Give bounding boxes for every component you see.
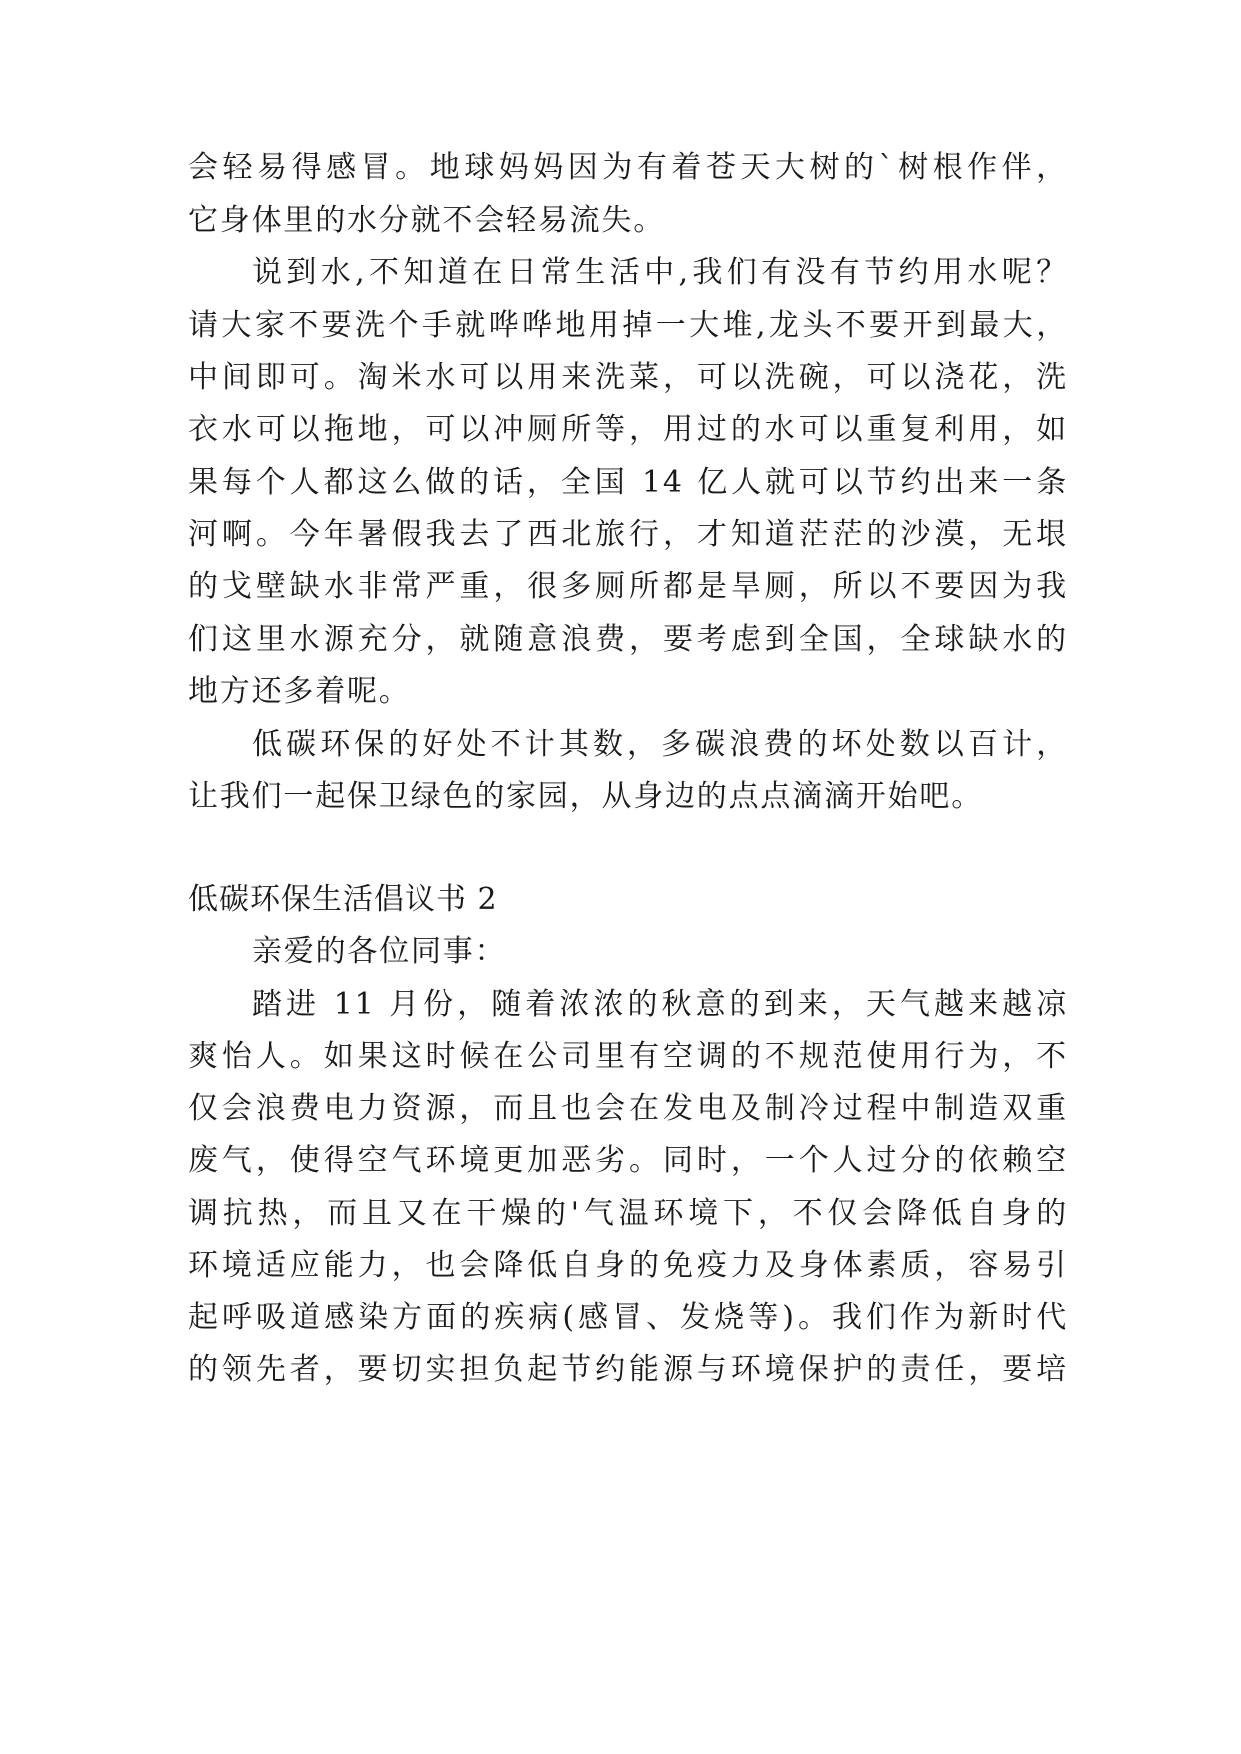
text-line: 中间即可。淘米水可以用来洗菜，可以洗碗，可以浇花，洗 [188,360,1068,395]
text-line: 会轻易得感冒。地球妈妈因为有着苍天大树的`树根作伴， [188,150,1068,185]
text-line: 踏进 11 月份，随着浓浓的秋意的到来，天气越来越凉 [252,987,1068,1022]
text-line: 起呼吸道感染方面的疾病(感冒、发烧等)。我们作为新时代 [188,1300,1068,1335]
text-line: 让我们一起保卫绿色的家园，从身边的点点滴滴开始吧。 [188,779,983,814]
text-line: 它身体里的水分就不会轻易流失。 [188,203,665,238]
text-line: 请大家不要洗个手就哗哗地用掉一大堆,龙头不要开到最大， [188,308,1068,343]
text-line: 地方还多着呢。 [188,674,411,709]
text-line: 们这里水源充分，就随意浪费，要考虑到全国，全球缺水的 [188,622,1068,657]
text-line: 河啊。今年暑假我去了西北旅行，才知道茫茫的沙漠，无垠 [188,517,1068,552]
text-line: 说到水,不知道在日常生活中,我们有没有节约用水呢？ [252,255,1068,290]
text-line: 的戈壁缺水非常严重，很多厕所都是旱厕，所以不要因为我 [188,569,1068,604]
text-line: 低碳环保的好处不计其数，多碳浪费的坏处数以百计， [252,727,1068,762]
text-line: 衣水可以拖地，可以冲厕所等，用过的水可以重复利用，如 [188,412,1068,447]
text-line: 调抗热，而且又在干燥的'气温环境下，不仅会降低自身的 [188,1196,1068,1231]
section-title: 低碳环保生活倡议书 2 [188,882,498,917]
text-line: 的领先者，要切实担负起节约能源与环境保护的责任，要培 [188,1352,1068,1387]
salutation: 亲爱的各位同事： [252,934,507,969]
text-line: 爽怡人。如果这时候在公司里有空调的不规范使用行为，不 [188,1039,1068,1074]
text-line: 果每个人都这么做的话，全国 14 亿人就可以节约出来一条 [188,465,1068,500]
text-line: 废气，使得空气环境更加恶劣。同时，一个人过分的依赖空 [188,1143,1068,1178]
text-line: 环境适应能力，也会降低自身的免疫力及身体素质，容易引 [188,1248,1068,1283]
text-line: 仅会浪费电力资源，而且也会在发电及制冷过程中制造双重 [188,1091,1068,1126]
